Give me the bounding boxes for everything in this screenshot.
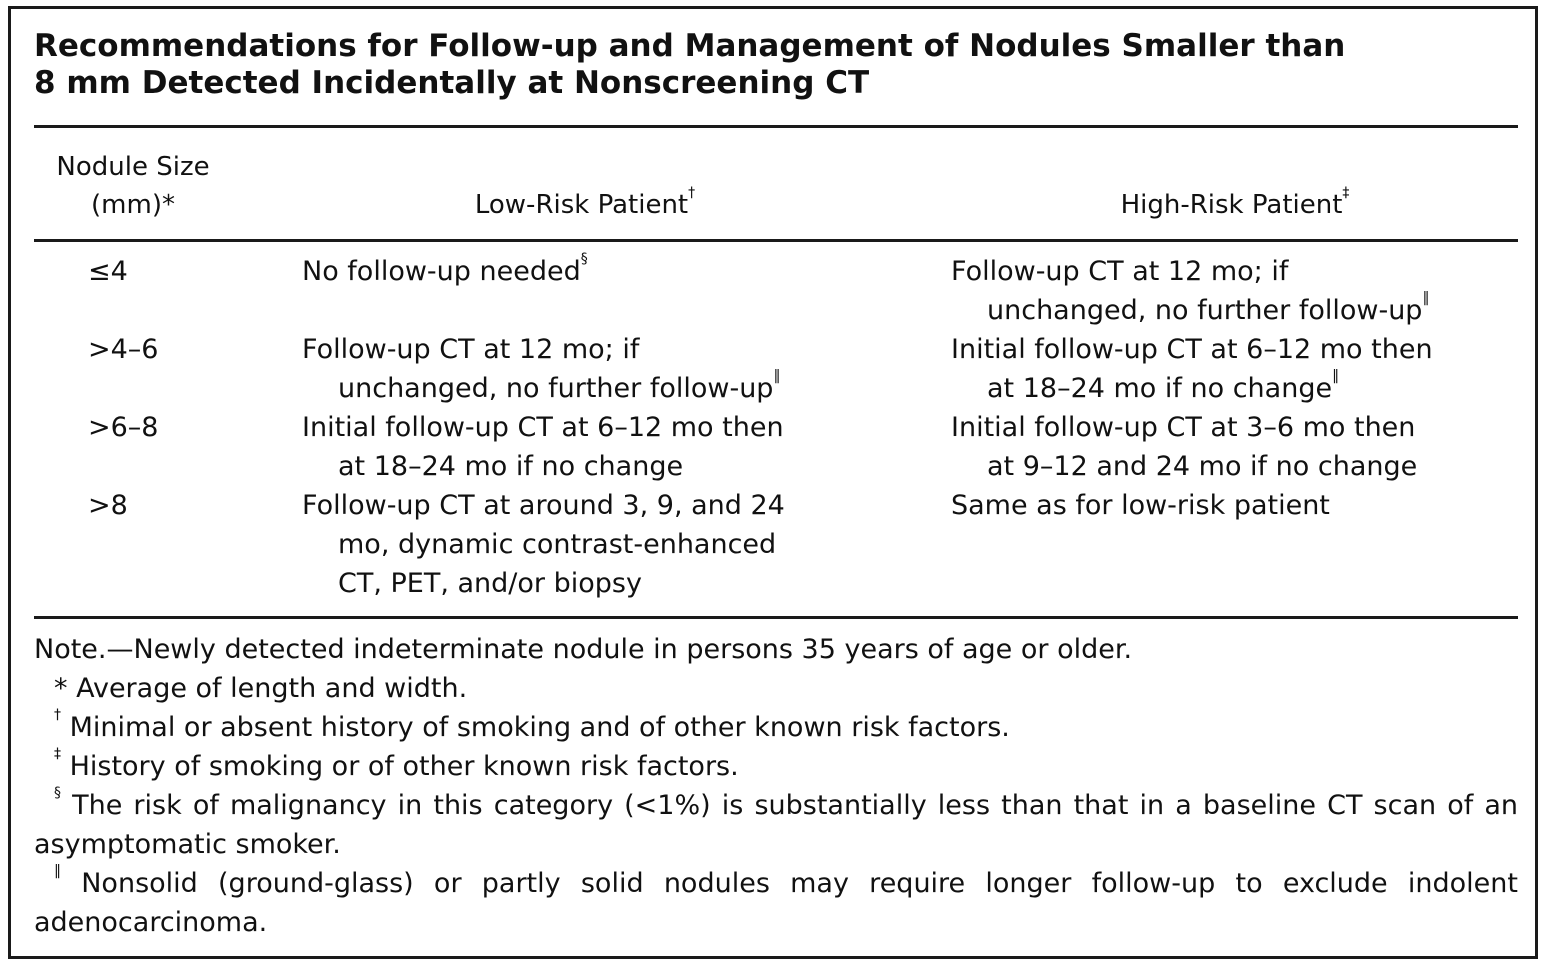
- header-low-label: Low-Risk Patient: [474, 190, 689, 220]
- header-high-mark: ‡: [1342, 185, 1350, 201]
- row-2-low: [302, 330, 958, 408]
- row-2-high-mark: ‖: [1332, 368, 1340, 384]
- row-4-high: [951, 486, 1551, 525]
- row-4-low-line2: mo, dynamic contrast-enhanced: [338, 529, 777, 560]
- row-1-high-mark: ‖: [1422, 290, 1430, 306]
- header-size-line2: (mm)*: [91, 190, 175, 220]
- footnote-5-text: Nonsolid (ground-glass) or partly solid nodules may require longer follow-up to exclude indolent adenocarcinoma.: [34, 868, 1518, 938]
- header-size-line1: Nodule Size: [56, 152, 210, 182]
- row-1-high: [951, 252, 1551, 330]
- header-high-label: High-Risk Patient: [1120, 190, 1343, 220]
- row-2-size: >4–6: [88, 334, 159, 365]
- footnote-4-mark: §: [54, 785, 61, 801]
- title-line-1: Recommendations for Follow-up and Management of Nodules Smaller than: [34, 28, 1346, 64]
- row-2-low-line1: Follow-up CT at 12 mo; if: [302, 334, 640, 365]
- footnote-1-mark: *: [54, 673, 68, 704]
- table-title: [34, 28, 1524, 102]
- row-2-high-line1: Initial follow-up CT at 6–12 mo then: [951, 334, 1433, 365]
- footnote-5-mark: ‖: [54, 863, 61, 879]
- footnote-2: [34, 708, 1518, 747]
- footnote-4-text: The risk of malignancy in this category (<1%) is substantially less than that in a baseline CT scan of an asymptomatic smoker.: [34, 790, 1518, 860]
- row-1-low-mark: §: [580, 251, 588, 267]
- table-notes: [34, 630, 1518, 942]
- row-1-low: [302, 252, 958, 291]
- footnote-1: [34, 669, 1518, 708]
- row-2-low-mark: ‖: [773, 368, 781, 384]
- row-1-size: ≤4: [88, 256, 128, 287]
- row-3-high-line1: Initial follow-up CT at 3–6 mo then: [951, 412, 1416, 443]
- footnote-2-mark: †: [54, 707, 61, 723]
- row-2-high: [951, 330, 1551, 408]
- title-line-2: 8 mm Detected Incidentally at Nonscreening CT: [34, 65, 870, 101]
- footnote-2-text: Minimal or absent history of smoking and of other known risk factors.: [61, 712, 1010, 743]
- row-1-high-line2: unchanged, no further follow-up: [987, 295, 1423, 326]
- row-3-low-line2: at 18–24 mo if no change: [338, 451, 684, 482]
- footnote-4: [34, 786, 1518, 864]
- row-3-high: [951, 408, 1551, 486]
- header-high-risk: [950, 186, 1520, 224]
- row-3-low: [302, 408, 958, 486]
- note-main: Note.—Newly detected indeterminate nodule in persons 35 years of age or older.: [34, 634, 1133, 665]
- header-low-mark: †: [688, 185, 696, 201]
- row-1-low-text: No follow-up needed: [302, 256, 581, 287]
- row-3-size: >6–8: [88, 412, 159, 443]
- footnote-3: [34, 747, 1518, 786]
- row-4-size: >8: [88, 490, 128, 521]
- row-4-low-line3: CT, PET, and/or biopsy: [338, 568, 642, 599]
- row-4-low: [302, 486, 958, 603]
- header-low-risk: [300, 186, 870, 224]
- header-nodule-size: [38, 148, 228, 224]
- row-2-low-line2: unchanged, no further follow-up: [338, 373, 774, 404]
- rule-top: [34, 125, 1518, 128]
- row-3-low-line1: Initial follow-up CT at 6–12 mo then: [302, 412, 784, 443]
- footnote-3-text: History of smoking or of other known risk factors.: [61, 751, 739, 782]
- row-1-high-line1: Follow-up CT at 12 mo; if: [951, 256, 1289, 287]
- row-4-low-line1: Follow-up CT at around 3, 9, and 24: [302, 490, 785, 521]
- row-3-high-line2: at 9–12 and 24 mo if no change: [987, 451, 1418, 482]
- row-4-high-text: Same as for low-risk patient: [951, 490, 1330, 521]
- row-2-high-line2: at 18–24 mo if no change: [987, 373, 1333, 404]
- footnote-3-mark: ‡: [54, 746, 61, 762]
- footnote-1-text: Average of length and width.: [67, 673, 468, 704]
- rule-header: [34, 239, 1518, 242]
- rule-bottom: [34, 616, 1518, 619]
- footnote-5: [34, 864, 1518, 942]
